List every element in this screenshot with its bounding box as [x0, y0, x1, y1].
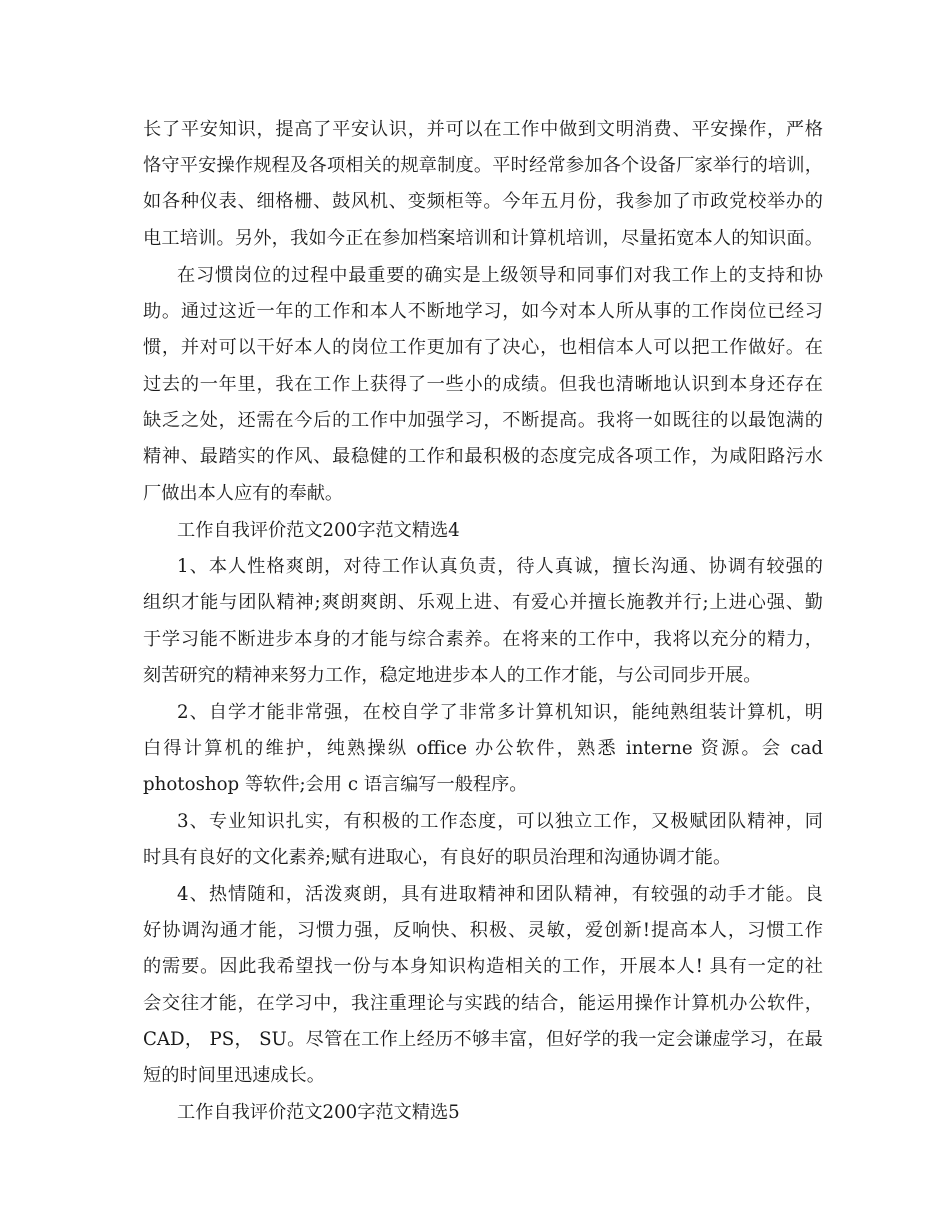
text-line: 白得计算机的维护，纯熟操纵 office 办公软件，熟悉 interne 资源。会 cad	[143, 738, 823, 759]
text-line: 恪守平安操作规程及各项相关的规章制度。平时经常参加各个设备厂家举行的培训，	[143, 155, 823, 176]
paragraph-first-line: 1、本人性格爽朗，对待工作认真负责，待人真诚，擅长沟通、协调有较强的	[177, 556, 823, 577]
paragraph-first-line: 在习惯岗位的过程中最重要的确实是上级领导和同事们对我工作上的支持和协	[177, 265, 823, 286]
text-line: 好协调沟通才能，习惯力强，反响快、积极、灵敏，爱创新!提高本人，习惯工作	[143, 920, 823, 941]
text-line: 过去的一年里，我在工作上获得了一些小的成绩。但我也清晰地认识到本身还存在	[143, 374, 823, 395]
text-line: 长了平安知识，提高了平安认识，并可以在工作中做到文明消费、平安操作，严格	[143, 119, 823, 140]
text-line: 组织才能与团队精神;爽朗爽朗、乐观上进、有爱心并擅长施教并行;上进心强、勤	[143, 592, 823, 613]
section-heading: 工作自我评价范文200字范文精选4	[177, 520, 460, 541]
text-line: 助。通过这近一年的工作和本人不断地学习，如今对本人所从事的工作岗位已经习	[143, 301, 823, 322]
text-line: 时具有良好的文化素养;赋有进取心，有良好的职员治理和沟通协调才能。	[143, 847, 732, 868]
text-line: 精神、最踏实的作风、最稳健的工作和最积极的态度完成各项工作，为咸阳路污水	[143, 446, 823, 467]
text-line: 电工培训。另外，我如今正在参加档案培训和计算机培训，尽量拓宽本人的知识面。	[143, 228, 823, 249]
text-line: 厂做出本人应有的奉献。	[143, 483, 344, 504]
text-line: 短的时间里迅速成长。	[143, 1065, 325, 1086]
paragraph-first-line: 4、热情随和，活泼爽朗，具有进取精神和团队精神，有较强的动手才能。良	[177, 884, 823, 905]
text-line: 缺乏之处，还需在今后的工作中加强学习，不断提高。我将一如既往的以最饱满的	[143, 410, 823, 431]
text-line: 如各种仪表、细格栅、鼓风机、变频柜等。今年五月份，我参加了市政党校举办的	[143, 191, 823, 212]
text-line: 会交往才能，在学习中，我注重理论与实践的结合，能运用操作计算机办公软件，	[143, 993, 823, 1014]
paragraph-first-line: 3、专业知识扎实，有积极的工作态度，可以独立工作，又极赋团队精神，同	[177, 811, 823, 832]
text-line: 的需要。因此我希望找一份与本身知识构造相关的工作，开展本人! 具有一定的社	[143, 956, 823, 977]
text-line: 惯，并对可以干好本人的岗位工作更加有了决心，也相信本人可以把工作做好。在	[143, 337, 823, 358]
text-line: 于学习能不断进步本身的才能与综合素养。在将来的工作中，我将以充分的精力，	[143, 629, 823, 650]
paragraph-first-line: 2、自学才能非常强，在校自学了非常多计算机知识，能纯熟组装计算机，明	[177, 702, 823, 723]
text-line: CAD， PS， SU。尽管在工作上经历不够丰富，但好学的我一定会谦虚学习，在最	[143, 1029, 823, 1050]
text-line: 刻苦研究的精神来努力工作，稳定地进步本人的工作才能，与公司同步开展。	[143, 665, 762, 686]
text-line: photoshop 等软件;会用 c 语言编写一般程序。	[143, 774, 528, 795]
section-heading: 工作自我评价范文200字范文精选5	[177, 1102, 460, 1123]
